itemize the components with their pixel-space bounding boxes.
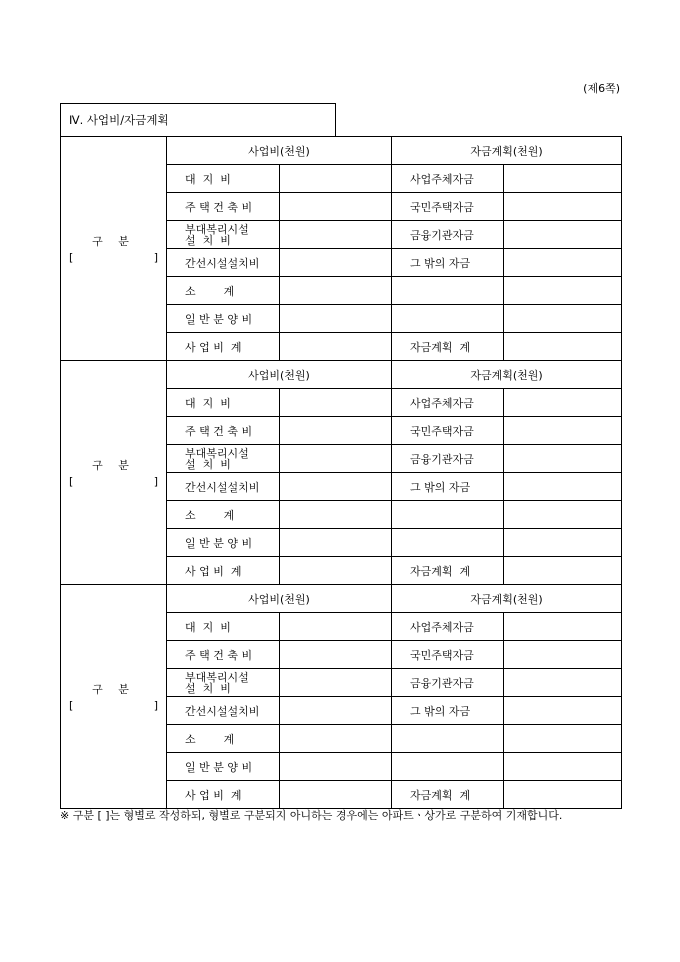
cost-item-text: 일 반 분 양 비	[185, 312, 253, 326]
cost-item-label	[167, 221, 280, 249]
budget-table	[60, 136, 622, 809]
cost-item-label	[167, 781, 280, 809]
cost-value-field[interactable]	[280, 697, 392, 725]
cost-value-field[interactable]	[280, 305, 392, 333]
cost-item-text: 대 지 비	[185, 172, 231, 186]
fund-item-label: 금융기관자금	[392, 669, 504, 697]
fund-item-label	[392, 529, 504, 557]
bracket-open: [	[69, 475, 74, 488]
cost-item-label	[167, 697, 280, 725]
bracket-close: ]	[153, 251, 158, 264]
cost-item-label	[167, 445, 280, 473]
cost-header: 사업비(천원)	[167, 361, 392, 389]
gubun-bracket[interactable]	[61, 251, 166, 264]
fund-item-label: 자금계획 계	[392, 781, 504, 809]
cost-value-field[interactable]	[280, 333, 392, 361]
cost-item-text: 주 택 건 축 비	[185, 200, 253, 214]
fund-value-field[interactable]	[504, 389, 622, 417]
fund-value-field[interactable]	[504, 277, 622, 305]
fund-value-field[interactable]	[504, 501, 622, 529]
cost-item-label	[167, 193, 280, 221]
fund-value-field[interactable]	[504, 305, 622, 333]
cost-value-field[interactable]	[280, 277, 392, 305]
bracket-open: [	[69, 699, 74, 712]
cost-item-label	[167, 473, 280, 501]
cost-item-label	[167, 529, 280, 557]
cost-header: 사업비(천원)	[167, 585, 392, 613]
fund-value-field[interactable]	[504, 641, 622, 669]
fund-item-label: 사업주체자금	[392, 613, 504, 641]
fund-value-field[interactable]	[504, 529, 622, 557]
cost-item-label	[167, 333, 280, 361]
fund-value-field[interactable]	[504, 669, 622, 697]
cost-value-field[interactable]	[280, 221, 392, 249]
fund-item-label: 자금계획 계	[392, 333, 504, 361]
fund-item-label: 그 밖의 자금	[392, 249, 504, 277]
cost-item-label	[167, 613, 280, 641]
cost-item-text: 대 지 비	[185, 620, 231, 634]
fund-item-label	[392, 501, 504, 529]
fund-header: 자금계획(천원)	[392, 361, 622, 389]
section-title: Ⅳ. 사업비/자금계획	[60, 103, 336, 136]
cost-item-text: 설 치 비	[185, 233, 231, 247]
fund-item-label: 국민주택자금	[392, 641, 504, 669]
cost-item-text: 일 반 분 양 비	[185, 760, 253, 774]
cost-value-field[interactable]	[280, 193, 392, 221]
gubun-cell	[61, 361, 167, 585]
page-number: (제6쪽)	[583, 82, 620, 95]
cost-item-text: 사 업 비 계	[185, 340, 242, 354]
cost-item-label	[167, 165, 280, 193]
cost-value-field[interactable]	[280, 753, 392, 781]
cost-item-label	[167, 417, 280, 445]
gubun-bracket[interactable]	[61, 699, 166, 712]
cost-item-text: 간선시설설치비	[185, 256, 260, 270]
fund-item-label: 그 밖의 자금	[392, 473, 504, 501]
fund-item-label	[392, 305, 504, 333]
fund-item-label: 금융기관자금	[392, 221, 504, 249]
cost-item-text: 소 계	[185, 732, 235, 746]
cost-item-label	[167, 725, 280, 753]
cost-item-text: 설 치 비	[185, 457, 231, 471]
cost-value-field[interactable]	[280, 389, 392, 417]
cost-item-text: 설 치 비	[185, 681, 231, 695]
cost-item-text: 사 업 비 계	[185, 788, 242, 802]
bracket-open: [	[69, 251, 74, 264]
fund-value-field[interactable]	[504, 445, 622, 473]
cost-value-field[interactable]	[280, 473, 392, 501]
cost-item-text: 소 계	[185, 284, 235, 298]
cost-item-text: 부대복리시설	[185, 670, 249, 684]
fund-item-label: 사업주체자금	[392, 389, 504, 417]
gubun-label: 구 분	[92, 459, 135, 472]
gubun-label: 구 분	[92, 235, 135, 248]
cost-item-label	[167, 249, 280, 277]
fund-value-field[interactable]	[504, 473, 622, 501]
cost-item-text: 주 택 건 축 비	[185, 648, 253, 662]
fund-header: 자금계획(천원)	[392, 137, 622, 165]
cost-value-field[interactable]	[280, 641, 392, 669]
cost-value-field[interactable]	[280, 557, 392, 585]
fund-item-label	[392, 725, 504, 753]
cost-item-label	[167, 389, 280, 417]
cost-item-label	[167, 305, 280, 333]
footnote: ※ 구분 [ ]는 형별로 작성하되, 형별로 구분되지 아니하는 경우에는 아파트ㆍ상가로 구분하여 기재합니다.	[60, 809, 563, 822]
fund-value-field[interactable]	[504, 697, 622, 725]
cost-value-field[interactable]	[280, 417, 392, 445]
fund-value-field[interactable]	[504, 613, 622, 641]
fund-value-field[interactable]	[504, 725, 622, 753]
cost-item-text: 주 택 건 축 비	[185, 424, 253, 438]
fund-value-field[interactable]	[504, 417, 622, 445]
cost-value-field[interactable]	[280, 613, 392, 641]
fund-item-label: 국민주택자금	[392, 193, 504, 221]
fund-value-field[interactable]	[504, 221, 622, 249]
gubun-cell	[61, 585, 167, 809]
cost-item-label	[167, 753, 280, 781]
cost-item-text: 간선시설설치비	[185, 480, 260, 494]
cost-item-label	[167, 501, 280, 529]
fund-value-field[interactable]	[504, 753, 622, 781]
cost-item-text: 대 지 비	[185, 396, 231, 410]
fund-item-label: 사업주체자금	[392, 165, 504, 193]
cost-item-text: 일 반 분 양 비	[185, 536, 253, 550]
gubun-label: 구 분	[92, 683, 135, 696]
cost-item-label	[167, 277, 280, 305]
fund-item-label: 금융기관자금	[392, 445, 504, 473]
bracket-close: ]	[153, 475, 158, 488]
fund-value-field[interactable]	[504, 165, 622, 193]
fund-value-field[interactable]	[504, 193, 622, 221]
cost-item-text: 소 계	[185, 508, 235, 522]
gubun-bracket[interactable]	[61, 475, 166, 488]
cost-value-field[interactable]	[280, 725, 392, 753]
fund-value-field[interactable]	[504, 249, 622, 277]
fund-item-label: 자금계획 계	[392, 557, 504, 585]
fund-item-label	[392, 277, 504, 305]
fund-header: 자금계획(천원)	[392, 585, 622, 613]
fund-value-field[interactable]	[504, 781, 622, 809]
cost-item-label	[167, 669, 280, 697]
bracket-close: ]	[153, 699, 158, 712]
fund-item-label: 국민주택자금	[392, 417, 504, 445]
cost-value-field[interactable]	[280, 529, 392, 557]
cost-value-field[interactable]	[280, 445, 392, 473]
cost-value-field[interactable]	[280, 669, 392, 697]
cost-item-label	[167, 641, 280, 669]
fund-item-label	[392, 753, 504, 781]
cost-value-field[interactable]	[280, 781, 392, 809]
cost-item-text: 부대복리시설	[185, 222, 249, 236]
cost-value-field[interactable]	[280, 165, 392, 193]
cost-item-text: 사 업 비 계	[185, 564, 242, 578]
cost-header: 사업비(천원)	[167, 137, 392, 165]
cost-item-label	[167, 557, 280, 585]
cost-value-field[interactable]	[280, 249, 392, 277]
gubun-cell	[61, 137, 167, 361]
cost-item-text: 간선시설설치비	[185, 704, 260, 718]
fund-value-field[interactable]	[504, 333, 622, 361]
cost-item-text: 부대복리시설	[185, 446, 249, 460]
cost-value-field[interactable]	[280, 501, 392, 529]
fund-item-label: 그 밖의 자금	[392, 697, 504, 725]
fund-value-field[interactable]	[504, 557, 622, 585]
